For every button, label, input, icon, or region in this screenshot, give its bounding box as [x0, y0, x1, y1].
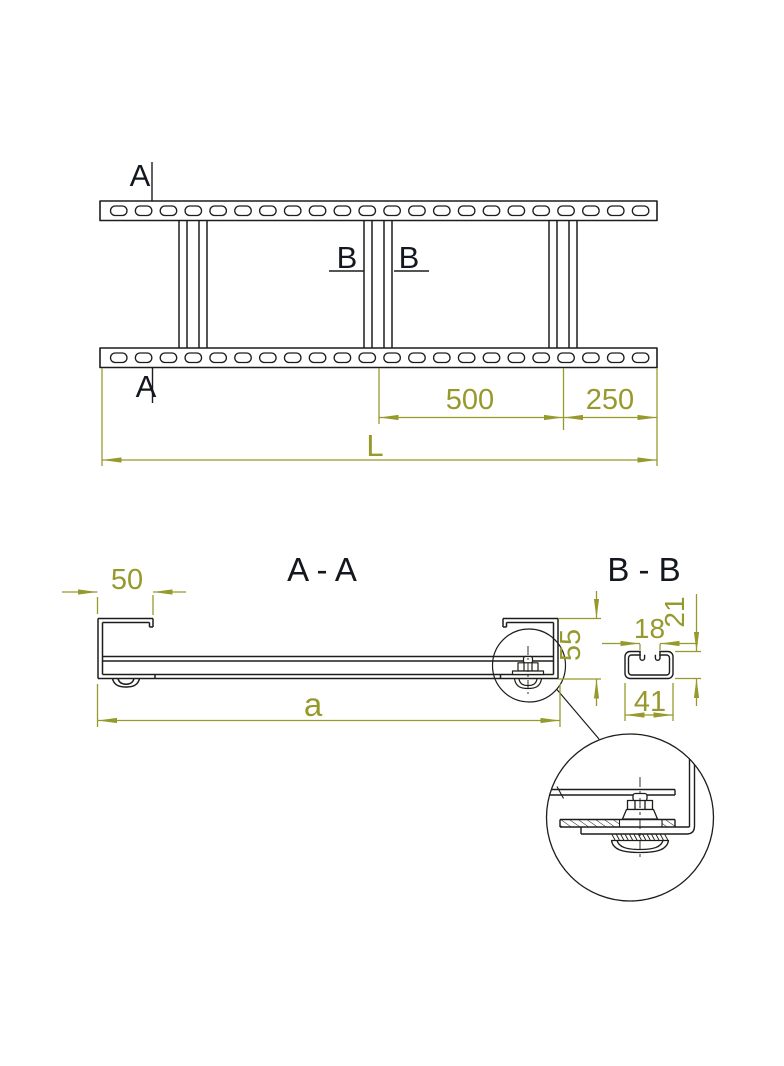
rail-slot	[384, 353, 401, 363]
section-view-b-b	[602, 551, 701, 721]
dim-text-250: 250	[585, 384, 635, 416]
detail-view-bolt-joint	[546, 734, 714, 901]
rungs	[179, 221, 577, 349]
rail-slot	[334, 206, 351, 216]
rail-slot	[309, 206, 326, 216]
view-title-b-b: B - B	[607, 551, 681, 588]
rail-slot	[135, 206, 152, 216]
section-label-a-bottom: A	[135, 369, 157, 404]
rail-slot	[185, 353, 202, 363]
rail-slot	[284, 353, 301, 363]
rail-slot	[284, 206, 301, 216]
bb-rung-profile	[625, 646, 673, 679]
rail-slot	[632, 206, 649, 216]
rail-slot	[434, 353, 451, 363]
dim-text-a: a	[303, 686, 323, 723]
rail-slot	[135, 353, 152, 363]
rail-slot	[210, 353, 227, 363]
rail-slot	[409, 206, 426, 216]
rail-slot	[210, 206, 227, 216]
section-label-b-left: B	[336, 240, 358, 275]
rail-slot	[334, 353, 351, 363]
dimension-lines-aa	[62, 591, 601, 727]
dim-text-500: 500	[445, 384, 495, 416]
rail-slot	[160, 353, 177, 363]
rail-slot	[359, 206, 376, 216]
rail-slot	[583, 353, 600, 363]
rail-slot	[309, 353, 326, 363]
rail-slot	[608, 353, 625, 363]
rail-slot	[260, 206, 277, 216]
rail-slot	[483, 206, 500, 216]
rail-slot	[458, 353, 475, 363]
rail-slot	[608, 206, 625, 216]
rail-slot	[185, 206, 202, 216]
rail-slot	[533, 353, 550, 363]
rail-slot	[583, 206, 600, 216]
rail-slot	[111, 206, 128, 216]
detail-leader-line	[557, 689, 600, 739]
rail-slot	[533, 206, 550, 216]
rail-slot	[235, 206, 252, 216]
dim-text-55: 55	[555, 628, 587, 662]
rail-slot	[434, 206, 451, 216]
aa-left-rail-profile	[98, 619, 153, 688]
dim-text-21: 21	[659, 596, 690, 628]
rail-slot	[508, 353, 524, 363]
view-title-a-a: A - A	[287, 551, 357, 588]
aa-rung-profile	[98, 657, 558, 679]
dim-text-50: 50	[110, 564, 144, 596]
rail-slot	[558, 206, 575, 216]
rail-slot	[384, 206, 401, 216]
rail-slot	[458, 206, 475, 216]
top-view	[100, 158, 657, 466]
dim-text-18: 18	[633, 613, 666, 644]
dim-text-41: 41	[633, 686, 667, 718]
rail-slot	[111, 353, 128, 363]
rail-slot	[508, 206, 524, 216]
section-view-a-a	[62, 551, 601, 739]
rail-slot	[359, 353, 376, 363]
dim-text-L: L	[366, 428, 384, 463]
rail-slot	[483, 353, 500, 363]
aa-bolt-assembly	[513, 646, 544, 696]
rail-slot	[235, 353, 252, 363]
section-label-b-right: B	[398, 240, 420, 275]
rail-slot	[558, 353, 575, 363]
rail-slot	[160, 206, 177, 216]
rail-slot	[260, 353, 277, 363]
section-label-a-top: A	[129, 158, 151, 193]
rail-slot	[632, 353, 649, 363]
rail-slot	[409, 353, 426, 363]
